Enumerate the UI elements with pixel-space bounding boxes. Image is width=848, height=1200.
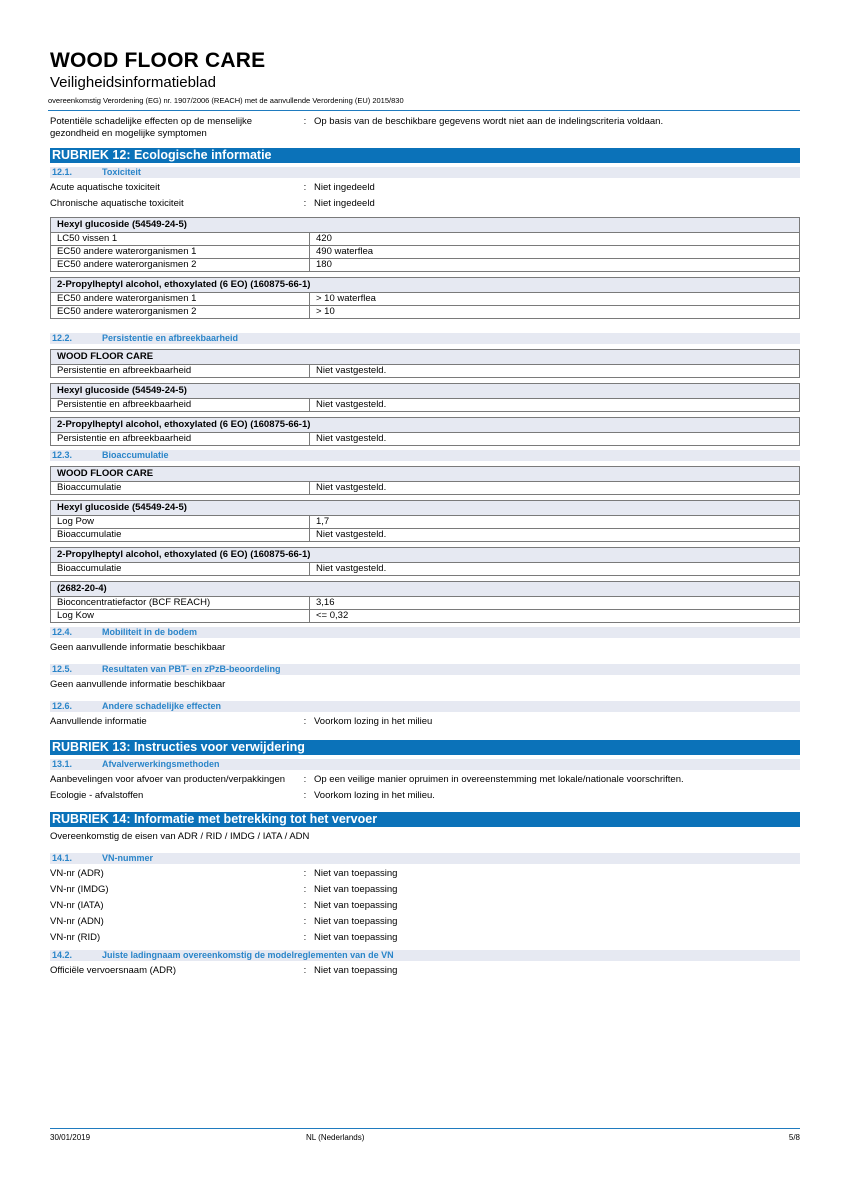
subsection-number: 12.2.	[52, 333, 73, 343]
subsection-title: Bioaccumulatie	[102, 450, 169, 460]
subsection-title: Juiste ladingnaam overeenkomstig de modelreglementen van de VN	[102, 950, 394, 960]
subsection-12-2	[50, 333, 800, 344]
regulation-line: overeenkomstig Verordening (EG) nr. 1907/2006 (REACH) met de aanvullende Verordening (EU) 2015/830	[48, 96, 800, 111]
row-value: Op een veilige manier opruimen in overeenstemming met lokale/nationale voorschriften.	[314, 774, 684, 785]
table-cell-key: Log Pow	[51, 516, 310, 528]
row-key: Chronische aquatische toxiciteit	[50, 198, 184, 209]
table-row	[51, 482, 799, 494]
toxicity-table-propylheptyl	[50, 277, 800, 319]
table-row	[51, 258, 799, 271]
row-value: Niet van toepassing	[314, 932, 398, 943]
subsection-12-5	[50, 664, 800, 675]
table-cell-value: Niet vastgesteld.	[316, 399, 387, 410]
table-cell-value: <= 0,32	[316, 610, 349, 621]
table-cell-key: Persistentie en afbreekbaarheid	[51, 399, 310, 411]
table-cell-value: > 10 waterflea	[316, 293, 376, 304]
row-key: Aanvullende informatie	[50, 716, 147, 727]
row-value: Niet van toepassing	[314, 916, 398, 927]
product-title: WOOD FLOOR CARE	[50, 49, 266, 72]
document-subtitle: Veiligheidsinformatieblad	[50, 74, 216, 91]
subsection-number: 14.2.	[52, 950, 73, 960]
row-key: VN-nr (ADR)	[50, 868, 104, 879]
separator: :	[303, 716, 307, 727]
page-footer	[50, 1128, 800, 1142]
persistence-table-propylheptyl	[50, 417, 800, 446]
table-header: 2-Propylheptyl alcohol, ethoxylated (6 EO) (160875-66-1)	[51, 548, 799, 563]
subsection-number: 12.5.	[52, 664, 73, 674]
section-14-header: RUBRIEK 14: Informatie met betrekking tot het vervoer	[50, 812, 800, 827]
section-12-header: RUBRIEK 12: Ecologische informatie	[50, 148, 800, 163]
subsection-title: Toxiciteit	[102, 167, 141, 177]
shipping-name-row	[50, 963, 800, 979]
table-cell-key: Persistentie en afbreekbaarheid	[51, 433, 310, 445]
acute-toxicity-row	[50, 180, 800, 196]
disposal-recommendations-row	[50, 772, 800, 788]
table-cell-key: LC50 vissen 1	[51, 233, 310, 245]
subsection-12-6	[50, 701, 800, 712]
un-number-row	[50, 914, 800, 930]
un-number-row	[50, 882, 800, 898]
table-cell-key: EC50 andere waterorganismen 1	[51, 246, 310, 258]
table-cell-key: Persistentie en afbreekbaarheid	[51, 365, 310, 377]
table-row	[51, 233, 799, 245]
table-row	[51, 563, 799, 575]
subsection-title: VN-nummer	[102, 853, 154, 863]
table-header: Hexyl glucoside (54549-24-5)	[51, 501, 799, 516]
toxicity-table-hexyl-glucoside	[50, 217, 800, 272]
transport-intro: Overeenkomstig de eisen van ADR / RID / IMDG / IATA / ADN	[50, 831, 310, 842]
row-key: VN-nr (IMDG)	[50, 884, 109, 895]
content	[50, 113, 800, 979]
footer-page-number: 5/8	[788, 1133, 800, 1142]
bioaccumulation-table-2682-20-4	[50, 581, 800, 623]
separator: :	[303, 774, 307, 785]
table-row	[51, 365, 799, 377]
table-cell-key: EC50 andere waterorganismen 2	[51, 306, 310, 318]
subsection-number: 12.1.	[52, 167, 73, 177]
row-key: Aanbevelingen voor afvoer van producten/verpakkingen	[50, 774, 286, 785]
subsection-title: Mobiliteit in de bodem	[102, 627, 197, 637]
bioaccumulation-table-propylheptyl	[50, 547, 800, 576]
subsection-12-4	[50, 627, 800, 638]
subsection-12-1	[50, 167, 800, 178]
un-number-row	[50, 898, 800, 914]
table-header: Hexyl glucoside (54549-24-5)	[51, 218, 799, 233]
subsection-title: Resultaten van PBT- en zPzB-beoordeling	[102, 664, 281, 674]
subsection-title: Afvalverwerkingsmethoden	[102, 759, 220, 769]
bioaccumulation-table-hexyl-glucoside	[50, 500, 800, 542]
table-row	[51, 433, 799, 445]
separator: :	[303, 900, 307, 911]
table-cell-key: Bioaccumulatie	[51, 529, 310, 541]
table-row	[51, 597, 799, 609]
table-row	[51, 245, 799, 258]
ecology-waste-row	[50, 788, 800, 804]
mobility-text: Geen aanvullende informatie beschikbaar	[50, 642, 226, 653]
health-effects-row	[50, 113, 800, 142]
row-value: Niet van toepassing	[314, 884, 398, 895]
table-header: 2-Propylheptyl alcohol, ethoxylated (6 EO) (160875-66-1)	[51, 418, 799, 433]
persistence-table-product	[50, 349, 800, 378]
row-key: Acute aquatische toxiciteit	[50, 182, 160, 193]
separator: :	[303, 916, 307, 927]
footer-language: NL (Nederlands)	[306, 1133, 365, 1142]
subsection-number: 12.3.	[52, 450, 73, 460]
separator: :	[303, 790, 307, 801]
table-header: 2-Propylheptyl alcohol, ethoxylated (6 EO) (160875-66-1)	[51, 278, 799, 293]
table-cell-value: 1,7	[316, 516, 330, 527]
table-row	[51, 516, 799, 528]
subsection-number: 12.6.	[52, 701, 73, 711]
row-value: Niet van toepassing	[314, 965, 398, 976]
table-cell-value: 420	[316, 233, 332, 244]
row-value: Niet van toepassing	[314, 868, 398, 879]
table-cell-key: Bioconcentratiefactor (BCF REACH)	[51, 597, 310, 609]
un-number-row	[50, 930, 800, 946]
table-cell-value: 3,16	[316, 597, 335, 608]
subsection-12-3	[50, 450, 800, 461]
row-value: Op basis van de beschikbare gegevens wordt niet aan de indelingscriteria voldaan.	[314, 116, 664, 127]
row-value: Niet ingedeeld	[314, 198, 375, 209]
other-effects-row	[50, 714, 800, 730]
table-cell-key: Bioaccumulatie	[51, 563, 310, 575]
table-cell-key: EC50 andere waterorganismen 2	[51, 259, 310, 271]
table-row	[51, 293, 799, 305]
separator: :	[303, 932, 307, 943]
section-13-header: RUBRIEK 13: Instructies voor verwijdering	[50, 740, 800, 755]
separator: :	[303, 198, 307, 209]
table-cell-key: EC50 andere waterorganismen 1	[51, 293, 310, 305]
subsection-title: Andere schadelijke effecten	[102, 701, 222, 711]
table-cell-value: Niet vastgesteld.	[316, 529, 387, 540]
separator: :	[303, 116, 307, 127]
table-header: Hexyl glucoside (54549-24-5)	[51, 384, 799, 399]
subsection-number: 14.1.	[52, 853, 73, 863]
separator: :	[303, 868, 307, 879]
row-value: Niet van toepassing	[314, 900, 398, 911]
table-cell-value: 490 waterflea	[316, 246, 374, 257]
subsection-title: Persistentie en afbreekbaarheid	[102, 333, 239, 343]
row-key: Ecologie - afvalstoffen	[50, 790, 144, 801]
subsection-13-1	[50, 759, 800, 770]
row-key: VN-nr (RID)	[50, 932, 101, 943]
bioaccumulation-table-product	[50, 466, 800, 495]
row-key: VN-nr (ADN)	[50, 916, 104, 927]
subsection-number: 13.1.	[52, 759, 73, 769]
sds-page	[50, 48, 800, 979]
row-value: Voorkom lozing in het milieu	[314, 716, 433, 727]
row-value: Voorkom lozing in het milieu.	[314, 790, 435, 801]
subsection-number: 12.4.	[52, 627, 73, 637]
table-row	[51, 609, 799, 622]
separator: :	[303, 884, 307, 895]
chronic-toxicity-row	[50, 196, 800, 212]
footer-date: 30/01/2019	[50, 1133, 91, 1142]
table-row	[51, 399, 799, 411]
table-cell-value: 180	[316, 259, 332, 270]
table-cell-value: Niet vastgesteld.	[316, 563, 387, 574]
subsection-14-1	[50, 853, 800, 864]
table-cell-key: Log Kow	[51, 610, 310, 622]
table-cell-key: Bioaccumulatie	[51, 482, 310, 494]
un-number-row	[50, 866, 800, 882]
table-row	[51, 305, 799, 318]
table-header: (2682-20-4)	[51, 582, 799, 597]
row-key: Officiële vervoersnaam (ADR)	[50, 965, 177, 976]
table-cell-value: Niet vastgesteld.	[316, 433, 387, 444]
subsection-14-2	[50, 950, 800, 961]
separator: :	[303, 965, 307, 976]
table-row	[51, 528, 799, 541]
table-cell-value: Niet vastgesteld.	[316, 482, 387, 493]
row-value: Niet ingedeeld	[314, 182, 375, 193]
table-header: WOOD FLOOR CARE	[51, 467, 799, 482]
persistence-table-hexyl-glucoside	[50, 383, 800, 412]
table-cell-value: Niet vastgesteld.	[316, 365, 387, 376]
table-cell-value: > 10	[316, 306, 335, 317]
pbt-text: Geen aanvullende informatie beschikbaar	[50, 679, 226, 690]
separator: :	[303, 182, 307, 193]
table-header: WOOD FLOOR CARE	[51, 350, 799, 365]
row-key: VN-nr (IATA)	[50, 900, 104, 911]
row-key: Potentiële schadelijke effecten op de menselijke gezondheid en mogelijke symptomen	[50, 116, 253, 139]
